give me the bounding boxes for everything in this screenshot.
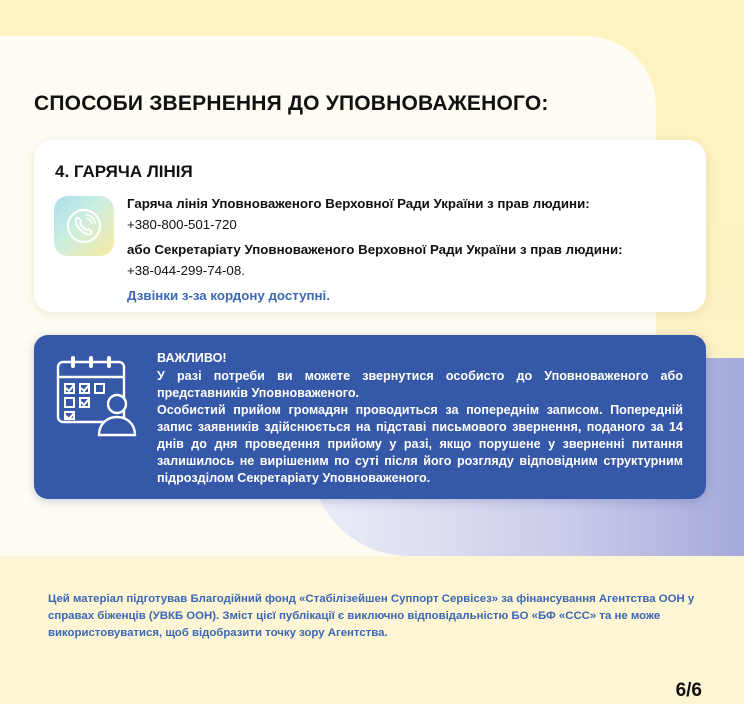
secretariat-phone-number[interactable]: +38-044-299-74-08.	[127, 263, 245, 278]
page-number: 6/6	[675, 680, 702, 701]
secretariat-label: або Секретаріату Уповноваженого Верховної Ради України з прав людини:	[127, 242, 623, 257]
important-text	[157, 350, 683, 487]
calendar-person-icon	[54, 353, 138, 444]
hotline-phone-number[interactable]: +380-800-501-720	[127, 217, 237, 232]
section-title: 4. ГАРЯЧА ЛІНІЯ	[55, 162, 193, 181]
hotline-label: Гаряча лінія Уповноваженого Верховної Ради України з прав людини:	[127, 196, 590, 211]
hotline-card	[34, 140, 706, 312]
important-heading: ВАЖЛИВО!	[157, 351, 227, 365]
funding-disclaimer: Цей матеріал підготував Благодійний фонд «Стабілізейшен Суппорт Сервісез» за фінансування Агентства ООН у справах біженців (УВКБ ООН). Зміст цієї публікації є виключно відповідальністю БО «БФ «ССС» та не може використовуватися, щоб відобразити точку зору Агентства.	[48, 593, 695, 639]
page-title: СПОСОБИ ЗВЕРНЕННЯ ДО УПОВНОВАЖЕНОГО:	[34, 92, 549, 115]
phone-icon	[54, 196, 114, 256]
hotline-details	[127, 193, 697, 306]
abroad-calls-note: Дзвінки з-за кордону доступні.	[127, 288, 330, 303]
important-paragraph-1: У разі потреби ви можете звернутися особисто до Уповноваженого або представників Уповноваженого.	[157, 369, 683, 400]
important-paragraph-2: Особистий прийом громадян проводиться за попереднім записом. Попередній запис заявників здійснюється на підставі письмового звернення, поданого за 14 днів до дня проведення прийому у разі, якщо порушене у зверненні питання залишилось не вирішеним по суті після його розгляду відповідним структурним підрозділом Секретаріату Уповноваженого.	[157, 403, 683, 485]
important-card	[34, 335, 706, 499]
